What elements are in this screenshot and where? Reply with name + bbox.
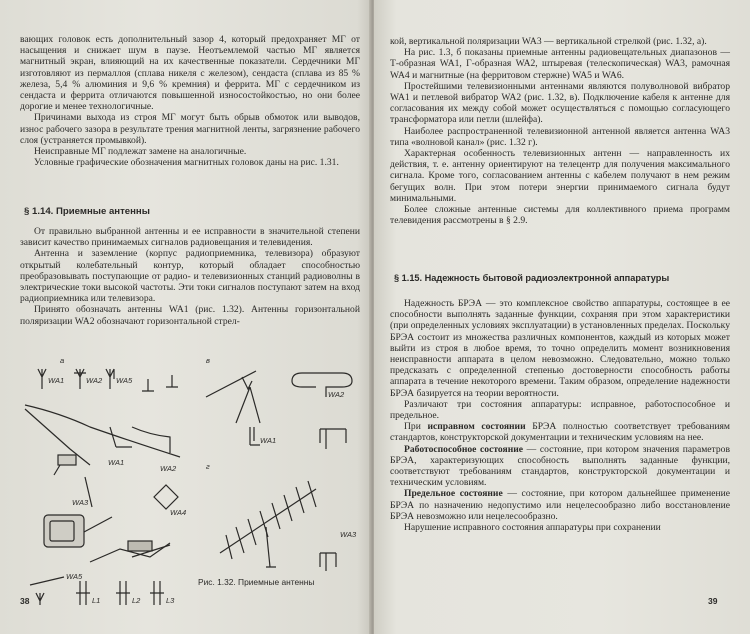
left-paragraph: Антенна и заземление (корпус радиоприемника, телевизора) образуют открытый колебательный контур, который обладает способностью преобразовывать поступающие от радио- и телевизионных станций радиоволны в электрические токи высокой частоты. Эти токи сигналов поступают затем на вход радиоприемника или телевизора.	[20, 248, 360, 305]
svg-text:WA2: WA2	[160, 464, 177, 473]
antenna-figure	[20, 357, 360, 612]
section-heading-1-14: § 1.14. Приемные антенны	[24, 206, 150, 217]
left-body-text	[20, 226, 360, 327]
left-paragraph: Условные графические обозначения магнитных головок даны на рис. 1.31.	[34, 157, 339, 169]
svg-text:WA4: WA4	[170, 508, 187, 517]
left-paragraph: Причинами выхода из строя МГ могут быть обрыв обмоток или выводов, износ рабочего зазора в результате трения магнитной ленты, загрязнение рабочего слоя (устраняется промывкой).	[20, 112, 360, 146]
figure-label-g: г	[206, 462, 210, 471]
left-page	[0, 0, 372, 634]
right-paragraph: На рис. 1.3, б показаны приемные антенны радиовещательных диапазонов — Т-образная WA1, Г-образная WA2, штыревая (телескопическая) WA3, рамочная WA4 и магнитные (на ферритовом стержне) WA5 и WA6.	[390, 47, 730, 81]
right-body-text	[390, 298, 730, 533]
svg-text:WA2: WA2	[328, 390, 345, 399]
right-paragraph: Простейшими телевизионными антеннами являются полуволновой вибратор WA1 и петлевой вибратор WA2 (рис. 1.32, в). Подключение кабеля к антенне для согласования их между собой может осуществляться с помощью согласующего трансформатора или петли (шлейфа).	[390, 80, 730, 126]
figure-label-a: а	[60, 357, 65, 365]
right-intro-text	[390, 36, 730, 226]
right-paragraph: Различают три состояния аппаратуры: исправное, работоспособное и предельное.	[390, 398, 730, 422]
yagi-antenna	[220, 481, 357, 571]
right-paragraph: При исправном состоянии БРЭА полностью соответствует требованиям стандартов, конструкторской документации и техническим условиям на нее.	[390, 421, 730, 444]
section-heading-1-15: § 1.15. Надежность бытовой радиоэлектронной аппаратуры	[394, 273, 670, 283]
left-paragraph: От правильно выбранной антенны и ее исправности в значительной степени зависит качество принимаемых сигналов радиовещания и телевидения.	[20, 226, 360, 249]
svg-text:WA3: WA3	[72, 498, 89, 507]
svg-text:WA2: WA2	[86, 376, 103, 385]
left-paragraph: Неисправные МГ подлежат замене на аналогичные.	[34, 146, 247, 158]
right-paragraph: Более сложные антенные системы для коллективного приема программ телевидения рассмотрены в § 2.9.	[390, 204, 730, 227]
right-paragraph: Работоспособное состояние — состояние, при котором значения параметров БРЭА, характеризующих способность выполнять заданные функции, соответствуют требованиям стандартов, конструкторской документации и техническим условиям.	[390, 443, 730, 489]
svg-text:WA5: WA5	[116, 376, 133, 385]
figure-label-v: в	[206, 357, 210, 365]
right-paragraph: Нарушение исправного состояния аппаратуры при сохранении	[404, 522, 661, 534]
antenna-symbols	[38, 369, 178, 391]
svg-text:WA5: WA5	[66, 572, 83, 581]
svg-text:WA3: WA3	[340, 530, 357, 539]
figure-caption: Рис. 1.32. Приемные антенны	[198, 577, 315, 587]
tv-dipole-antennas	[206, 371, 352, 449]
svg-text:L3: L3	[166, 596, 175, 605]
term-operable: Работоспособное состояние	[404, 443, 524, 455]
right-paragraph: Надежность БРЭА — это комплексное свойство аппаратуры, состоящее в ее способности выполнять заданные функции, сохраняя при этом характеристики (при определенных условиях эксплуатации) в установленных пределах. Поскольку БРЭА состоит из множества различных компонентов, каждый из которых может выйти из строя в любое время, то точно определить момент возникновения неисправности аппарата в целом невозможно. Следовательно, можно только предсказать с определенной степенью достоверности способность работы аппарата в течение некоторого времени. Таким образом, определение надежности БРЭА базируется на теории вероятности.	[390, 298, 730, 399]
svg-text:WA1: WA1	[48, 376, 65, 385]
antenna-drawing	[20, 357, 360, 612]
left-paragraph: Принято обозначать антенны WA1 (рис. 1.32). Антенны горизонтальной поляризации WA2 обозначают горизонтальной стрел-	[20, 304, 360, 327]
left-paragraph: вающих головок есть дополнительный зазор 4, который предохраняет МГ от насыщения и снижает шум в паузе. Неотъемлемой частью МГ является магнитный экран, влияющий на их качественные показатели. Сердечники МГ изготовляют из пермаллоя (сплава никеля с железом), сендаста (сплава из 85 % железа, 5,4 % алюминия и 9,6 % кремния) и феррита. МГ с сердечником из сендаста и феррита отличаются повышенной износостойкостью, но они более дорогие и менее технологичные.	[20, 34, 360, 113]
right-paragraph: Наиболее распространенной телевизионной антенной является антенна WA3 типа «волновой канал» (рис. 1.32 г).	[390, 125, 730, 148]
svg-text:WA1: WA1	[108, 458, 125, 467]
left-intro-text	[20, 34, 360, 168]
page-number-left: 38	[20, 596, 30, 606]
term-limit-state: Предельное состояние	[404, 488, 503, 500]
right-paragraph: Характерная особенность телевизионных антенн — направленность их действия, т. е. антенну ориентируют на телецентр для получения максимального сигнала. Кроме того, согласованием антенны с кабелем получают в нем режим бегущих волн. При этом потери энергии принимаемого сигнала будут минимальными.	[390, 148, 730, 204]
radio-antenna-scene	[25, 405, 186, 562]
page-number-right: 39	[708, 596, 718, 606]
right-paragraph: кой, вертикальной поляризации WA3 — вертикальной стрелкой (рис. 1.32, а).	[390, 36, 707, 47]
right-paragraph: Предельное состояние — состояние, при котором дальнейшее применение БРЭА по назначению недопустимо или нецелесообразно либо восстановление БРЭА невозможно или нецелесообразно.	[390, 488, 730, 522]
svg-text:L2: L2	[132, 596, 141, 605]
right-page	[374, 0, 750, 634]
term-serviceable: исправном состоянии	[427, 421, 526, 433]
magnetic-antenna-symbols	[30, 572, 175, 605]
svg-text:L1: L1	[92, 596, 101, 605]
svg-text:WA1: WA1	[260, 436, 277, 445]
